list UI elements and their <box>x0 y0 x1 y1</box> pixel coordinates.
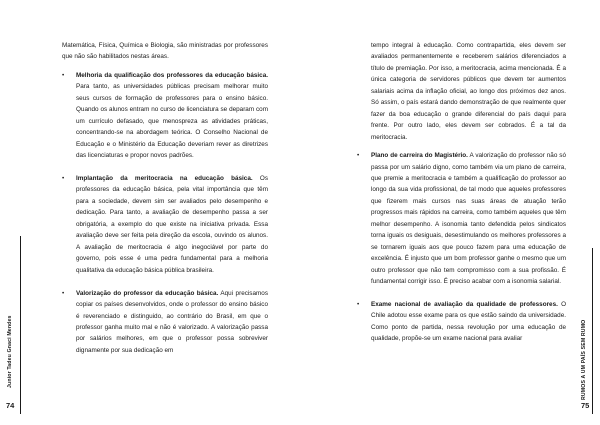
bullet: • <box>357 152 360 160</box>
right-running-head <box>580 250 590 410</box>
bullet: • <box>62 71 65 79</box>
item-title: Implantação da meritocracia na educação básica. <box>76 175 253 183</box>
item-text: A valorização do professor não só passa por um salário digno, como também via um plano de carreira, que premie a meritocracia e também a qualificação do professor ao longo da sua vida profissional, de tal modo que aqueles professores que fizerem mais cursos nas suas áreas de atuação terão progressos mais rápidos na carreira, como também aqueles que têm melhor desempenho. A isonomia tanto defendida pelos sindicatos torna iguais os desiguais, desestimulando os melhores professores a se tornarem iguais aos que pouco fazem para uma educação de excelência. É injusto que um bom professor ganhe o mesmo que um outro professor que não tem compromisso com a sua profissão. É fundamental corrigir isso. É preciso acabar com a isonomia salarial. <box>371 152 566 286</box>
list-item <box>62 173 268 276</box>
item-title: Plano de carreira do Magistério. <box>371 152 468 160</box>
left-text-column <box>62 40 268 368</box>
list-item <box>357 299 566 345</box>
right-continuation-paragraph: tempo integral à educação. Como contrapartida, eles devem ser avaliados permanentemente e receberem salários diferenciados a título de premiação. Por isso, a meritocracia, acima mencionada. É a única categoria de servidores públicos que devem ter aumentos salariais acima da inflação oficial, ao longo dos próximos dez anos. Só assim, o país estará dando demonstração de que realmente quer fazer da boa educação o grande diferencial do país daqui para frente. Por outro lado, eles devem ser cobrados. É a tal da meritocracia. <box>371 42 566 141</box>
bullet: • <box>357 301 360 309</box>
page-number: 74 <box>6 401 15 410</box>
list-item <box>62 70 268 162</box>
margin-rule <box>20 236 21 414</box>
margin-rule <box>592 248 593 414</box>
running-head-text: Junior Tadeu Gnaci Mendes <box>7 315 13 388</box>
right-text-column <box>357 40 566 356</box>
item-text: Aqui precisamos copiar os países desenvolvidos, onde o professor do ensino básico é reverenciado e distinguido, ao contrário do Brasil, em que o professor ganha muito mal e não é valorizado. A valorização passa por salários melhores, em que o professor possa sobreviver dignamente por sua dedicação em <box>76 289 268 354</box>
list-item <box>62 288 268 357</box>
item-text: Os professores da educação básica, pela vital importância que têm para a sociedade, devem sim ser avaliados pelo desempenho e dedicação. Para tanto, a avaliação de desempenho passa a ser obrigatória, a exemplo do que existe na iniciativa privada. Essa avaliação deve ser feita pela direção da escola, ouvindo os alunos. A avaliação de meritocracia é algo inegociável por parte do governo, pois esse é uma pedra fundamental para a melhoria qualitativa da educação básica pública brasileira. <box>76 175 268 274</box>
left-running-head <box>6 238 16 398</box>
page-number: 75 <box>581 401 590 410</box>
right-page <box>300 0 600 425</box>
item-title: Melhoria da qualificação dos professores da educação básica. <box>76 71 268 79</box>
item-text: Para tanto, as universidades públicas precisam melhorar muito seus cursos de formação de professores para o ensino básico. Quando os alunos entram no curso de licenciatura se deparam com um currículo defasado, que menospreza as atividades práticas, concentrando-se na abordagem teórica. O Conselho Nacional de Educação e o Ministério da Educação deveriam rever as diretrizes das licenciaturas e propor novos padrões. <box>76 83 268 160</box>
list-item <box>357 150 566 287</box>
bullet: • <box>62 175 65 183</box>
item-text: O Chile adotou esse exame para os que estão saindo da universidade. Como ponto de partida, nessa revolução por uma educação de qualidade, propõe-se um exame nacional para avaliar <box>371 301 566 343</box>
item-title: Valorização do professor da educação básica. <box>76 289 219 297</box>
bullet: • <box>62 289 65 297</box>
item-title: Exame nacional de avaliação da qualidade de professores. <box>371 301 558 309</box>
running-head-text: RUMOS A UM PAÍS SEM RUMO <box>581 319 587 400</box>
left-intro-paragraph: Matemática, Física, Química e Biologia, são ministradas por professores que não são habilitados nestas áreas. <box>62 42 268 61</box>
